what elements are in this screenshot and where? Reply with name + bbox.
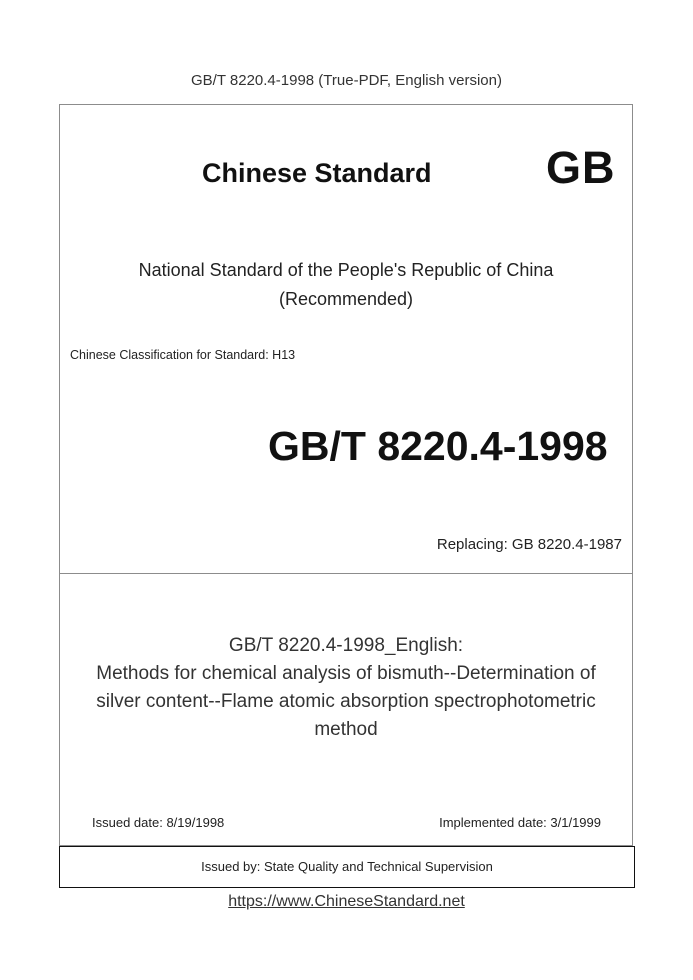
title-line: silver content--Flame atomic absorption spectrophotometric — [96, 691, 596, 712]
recommended-line: (Recommended) — [278, 289, 414, 309]
national-standard-statement — [59, 256, 633, 314]
standard-number: GB/T 8220.4-1998 — [268, 423, 608, 469]
website-link[interactable]: https://www.ChineseStandard.net — [228, 893, 465, 910]
issued-date: Issued date: 8/19/1998 — [92, 815, 225, 830]
title-line: GB/T 8220.4-1998_English: — [228, 635, 464, 656]
title-line: Methods for chemical analysis of bismuth--Determination of — [96, 663, 596, 684]
title-line: method — [314, 719, 378, 740]
issuer-box: Issued by: State Quality and Technical Supervision — [59, 846, 635, 888]
page-header-title: GB/T 8220.4-1998 (True-PDF, English version) — [191, 72, 502, 89]
replacing-text: Replacing: GB 8220.4-1987 — [436, 536, 622, 553]
implemented-date: Implemented date: 3/1/1999 — [439, 815, 601, 830]
document-title-block — [62, 632, 630, 744]
national-standard-line: National Standard of the People's Republic of China — [138, 260, 554, 280]
chinese-standard-heading: Chinese Standard — [202, 158, 432, 188]
classification-text: Chinese Classification for Standard: H13 — [70, 348, 296, 362]
gb-logo-mark: GB — [546, 142, 616, 193]
